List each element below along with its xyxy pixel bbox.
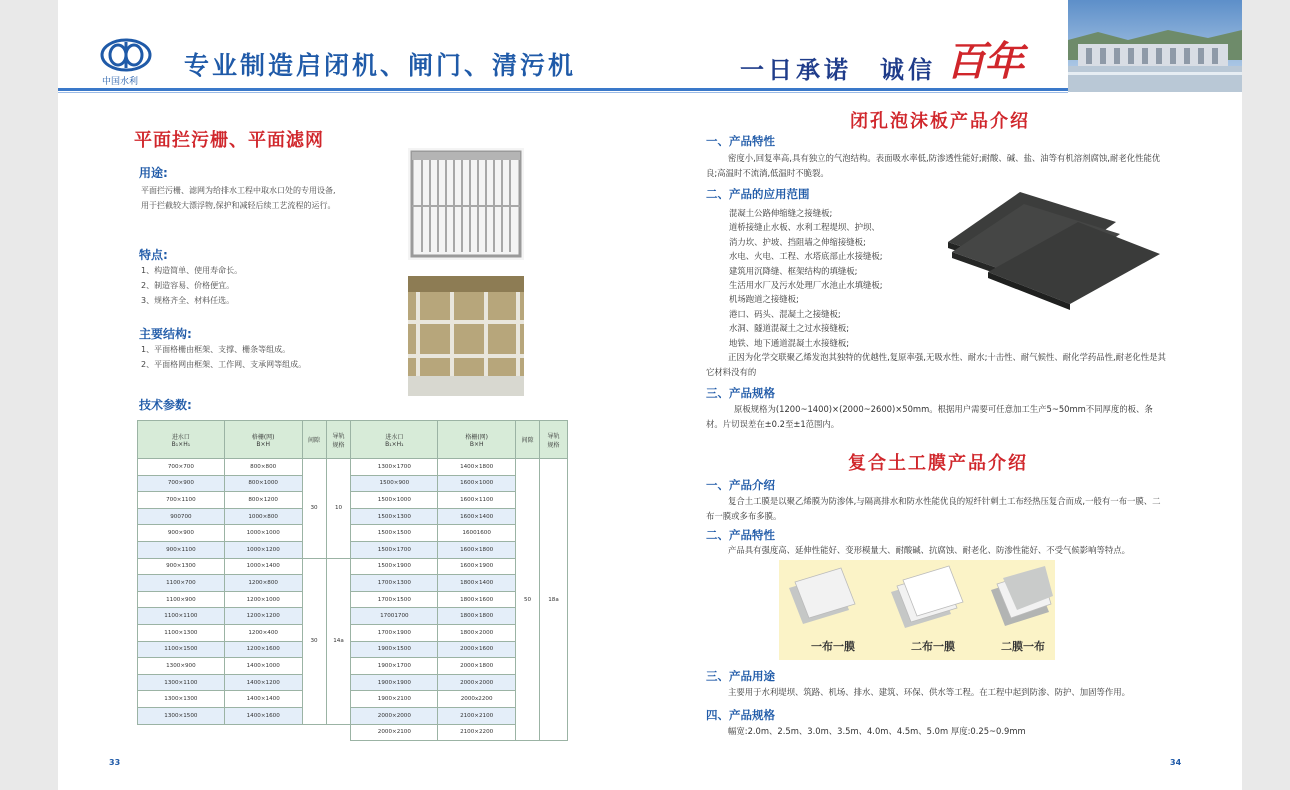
table-cell: 800×1000	[224, 475, 302, 492]
structure-item: 2、平面格网由框架、工作网、支承网等组成。	[141, 360, 307, 369]
table-cell: 1600×1800	[438, 541, 516, 558]
table-cell: 1800×1600	[438, 591, 516, 608]
table-row	[138, 624, 568, 641]
table-cell: 1600×1400	[438, 508, 516, 525]
table-row	[138, 508, 568, 525]
table-cell: 1800×1800	[438, 608, 516, 625]
application-item: 机场跑道之接缝板;	[729, 294, 799, 305]
table-cell: 1500×1700	[351, 541, 438, 558]
structure-item: 1、平面格栅由框架、支撑、栅条等组成。	[141, 345, 291, 354]
application-item: 建筑用沉降缝、框架结构的填缝板;	[729, 265, 858, 276]
features-list	[141, 263, 401, 308]
table-row	[138, 658, 568, 675]
foam-application-list	[729, 206, 969, 350]
table-cell: 900×900	[138, 525, 225, 542]
table-cell: 1700×1300	[351, 575, 438, 592]
rail-cell: 10	[326, 459, 351, 559]
table-cell: 1000×1200	[224, 541, 302, 558]
table-cell: 800×1200	[224, 492, 302, 509]
structure-heading: 主要结构:	[139, 327, 192, 341]
tech-heading: 技术参数:	[139, 398, 192, 412]
geo-title: 复合土工膜产品介绍	[848, 453, 1028, 474]
table-row	[138, 525, 568, 542]
geo-g2-heading: 二、产品特性	[706, 528, 775, 542]
table-cell: 1500×1300	[351, 508, 438, 525]
table-cell: 1400×1600	[224, 707, 302, 724]
table-cell: 1300×900	[138, 658, 225, 675]
table-row	[138, 691, 568, 708]
gap-cell: 50	[516, 459, 540, 741]
geo-g1-text: 复合土工膜是以聚乙烯膜为防渗体,与隔离排水和防水性能优良的短纤针刺土工布经热压复合而成,一般有一布一膜、二布一膜或多布多膜。	[706, 496, 1161, 522]
table-cell: 1500×1900	[351, 558, 438, 575]
table-header-cell: 导轨 规格	[326, 421, 351, 459]
usage-heading: 用途:	[139, 166, 168, 180]
table-cell: 2000×1600	[438, 641, 516, 658]
table-cell: 2000×2100	[351, 724, 438, 741]
table-cell: 900700	[138, 508, 225, 525]
table-header-cell: 进水口 B₁×H₁	[351, 421, 438, 459]
rail-cell: 18a	[540, 459, 568, 741]
table-row	[138, 541, 568, 558]
foam-s3-text: 原板规格为(1200~1400)×(2000~2600)×50mm。根据用户需要可任意加工生产5~50mm不同厚度的板、条材。片切误差在±0.2至±1范围内。	[706, 404, 1153, 430]
table-cell: 1900×1500	[351, 641, 438, 658]
membrane-types-figure	[779, 560, 1055, 660]
table-cell: 1700×1500	[351, 591, 438, 608]
table-cell: 1200×1600	[224, 641, 302, 658]
table-cell: 800×800	[224, 459, 302, 476]
feature-item: 1、构造简单、使用寿命长。	[141, 266, 243, 275]
foam-s2-tail: 正因为化学交联聚乙烯发泡其独特的优越性,复原率强,无吸水性、耐水;十击性、耐气候性、耐化学药品性,耐老化性是其它材料没有的	[706, 352, 1166, 378]
table-row	[138, 558, 568, 575]
table-cell: 1100×1500	[138, 641, 225, 658]
table-cell: 1500×1500	[351, 525, 438, 542]
table-cell: 700×1100	[138, 492, 225, 509]
header-rule-thin	[58, 92, 1068, 93]
geo-g4-heading: 四、产品规格	[706, 708, 775, 722]
table-cell: 1700×1900	[351, 624, 438, 641]
table-cell: 1400×1000	[224, 658, 302, 675]
table-header-cell: 间隙	[516, 421, 540, 459]
table-cell: 1400×1400	[224, 691, 302, 708]
table-cell: 1300×1100	[138, 674, 225, 691]
header-integrity: 诚信	[880, 56, 936, 84]
table-cell: 1100×1300	[138, 624, 225, 641]
table-cell: 2000×2000	[438, 674, 516, 691]
header-brush-text: 百年	[946, 38, 1022, 85]
geo-g3-heading: 三、产品用途	[706, 669, 775, 683]
table-cell: 1200×1000	[224, 591, 302, 608]
table-cell: 1600×1000	[438, 475, 516, 492]
brochure-spread	[58, 0, 1242, 790]
usage-line: 平面拦污栅、滤网为给排水工程中取水口处的专用设备,	[141, 186, 336, 195]
feature-item: 3、规格齐全、材料任选。	[141, 296, 235, 305]
geo-g4-text: 幅宽:2.0m、2.5m、3.0m、3.5m、4.0m、4.5m、5.0m 厚度:0.25~0.9mm	[728, 726, 1026, 736]
rail-cell: 14a	[326, 558, 351, 724]
geo-g3-text: 主要用于水利堤坝、筑路、机场、排水、建筑、环保、供水等工程。在工程中起到防渗、防护、加固等作用。	[728, 687, 1130, 697]
table-cell: 1800×1400	[438, 575, 516, 592]
page-number-left: 33	[109, 758, 121, 767]
foam-title: 闭孔泡沫板产品介绍	[850, 111, 1030, 132]
table-row	[138, 674, 568, 691]
table-row	[138, 459, 568, 476]
table-cell: 2100×2200	[438, 724, 516, 741]
gap-cell: 30	[302, 558, 326, 724]
table-cell: 1300×1700	[351, 459, 438, 476]
left-title: 平面拦污栅、平面滤网	[134, 130, 324, 151]
foam-s3-heading: 三、产品规格	[706, 386, 775, 400]
geo-g1-heading: 一、产品介绍	[706, 478, 775, 492]
table-cell: 2000×1800	[438, 658, 516, 675]
table-cell: 1900×2100	[351, 691, 438, 708]
table-cell: 1200×400	[224, 624, 302, 641]
trash-rack-photo	[408, 148, 524, 260]
application-item: 生活用水厂及污水处理厂水池止水填缝板;	[729, 280, 883, 291]
application-item: 道桥接缝止水板、水利工程堤坝、护坝、	[729, 222, 880, 233]
application-item: 混凝土公路伸缩缝之接缝板;	[729, 208, 833, 218]
table-cell: 1100×1100	[138, 608, 225, 625]
features-heading: 特点:	[139, 248, 168, 262]
dam-photo	[1068, 0, 1242, 92]
gap-cell: 30	[302, 459, 326, 559]
foam-s1-heading: 一、产品特性	[706, 134, 775, 148]
feature-item: 2、制造容易、价格便宜。	[141, 281, 235, 290]
table-cell: 17001700	[351, 608, 438, 625]
table-cell: 1200×800	[224, 575, 302, 592]
membrane-label: 二膜一布	[1001, 640, 1045, 653]
usage-text	[141, 183, 441, 213]
table-cell: 1200×1200	[224, 608, 302, 625]
table-header-cell: 格栅(网) B×H	[438, 421, 516, 459]
table-header-cell: 间隙	[302, 421, 326, 459]
membrane-label: 一布一膜	[811, 640, 855, 653]
table-cell: 900×1100	[138, 541, 225, 558]
table-header-row	[138, 421, 568, 459]
table-cell: 16001600	[438, 525, 516, 542]
application-item: 地铁、地下通道混凝土水接缝板;	[729, 337, 850, 348]
table-cell: 2100×2100	[438, 707, 516, 724]
foam-board-photo	[938, 182, 1168, 310]
table-cell: 1300×1300	[138, 691, 225, 708]
table-row	[138, 475, 568, 492]
geo-g2-text: 产品具有强度高、延伸性能好、变形模量大、耐酸碱、抗腐蚀、耐老化、防渗性能好、不受气候影响等特点。	[728, 545, 1130, 555]
table-cell: 1900×1700	[351, 658, 438, 675]
usage-line: 用于拦截较大漂浮物,保护和减轻后续工艺流程的运行。	[141, 201, 336, 210]
page-number-right: 34	[1170, 758, 1182, 767]
table-empty-cell	[138, 724, 351, 741]
application-item: 水电、火电、工程、水塔底部止水接缝板;	[729, 251, 883, 262]
table-row	[138, 575, 568, 592]
table-row	[138, 591, 568, 608]
table-row	[138, 724, 568, 741]
table-cell: 2000×2000	[351, 707, 438, 724]
table-cell: 1300×1500	[138, 707, 225, 724]
tech-params-table	[137, 420, 568, 741]
filter-screen-photo	[408, 276, 524, 396]
table-cell: 1000×1000	[224, 525, 302, 542]
table-row	[138, 492, 568, 509]
foam-s1-text: 密度小,回复率高,具有独立的气泡结构。表面吸水率低,防渗透性能好;耐酸、碱、盐、油等有机溶剂腐蚀,耐老化性能优良;高温时不流淌,低温时不脆裂。	[706, 153, 1161, 179]
table-cell: 1800×2000	[438, 624, 516, 641]
table-cell: 1900×1900	[351, 674, 438, 691]
table-header-cell: 导轨 规格	[540, 421, 568, 459]
table-cell: 1600×1100	[438, 492, 516, 509]
table-cell: 1000×1400	[224, 558, 302, 575]
application-item: 港口、码头、混凝土之接缝板;	[729, 308, 841, 319]
water-logo-icon	[100, 38, 152, 72]
table-cell: 1100×900	[138, 591, 225, 608]
table-cell: 700×700	[138, 459, 225, 476]
table-cell: 700×900	[138, 475, 225, 492]
table-row	[138, 641, 568, 658]
structure-list	[141, 342, 401, 372]
foam-s2-heading: 二、产品的应用范围	[706, 187, 810, 201]
table-cell: 1600×1900	[438, 558, 516, 575]
table-row	[138, 707, 568, 724]
table-cell: 2000x2200	[438, 691, 516, 708]
header-slogan: 专业制造启闭机、闸门、清污机	[184, 51, 577, 80]
table-header-cell: 格栅(网) B×H	[224, 421, 302, 459]
membrane-label: 二布一膜	[911, 640, 955, 653]
table-cell: 1500×900	[351, 475, 438, 492]
table-cell: 1400×1800	[438, 459, 516, 476]
table-cell: 1000×800	[224, 508, 302, 525]
application-item: 水洞、隧道混凝土之过水接缝板;	[729, 323, 850, 334]
header	[58, 0, 1242, 96]
table-cell: 1400×1200	[224, 674, 302, 691]
header-promise: 一日承诺	[740, 56, 852, 84]
table-cell: 900×1300	[138, 558, 225, 575]
header-rule	[58, 88, 1068, 91]
table-row	[138, 608, 568, 625]
table-cell: 1500×1000	[351, 492, 438, 509]
table-cell: 1100×700	[138, 575, 225, 592]
logo-text: 中国水利	[102, 77, 139, 87]
table-header-cell: 进水口 B₁×H₁	[138, 421, 225, 459]
application-item: 消力坎、护坡、挡阻墙之伸缩接缝板;	[729, 236, 866, 247]
